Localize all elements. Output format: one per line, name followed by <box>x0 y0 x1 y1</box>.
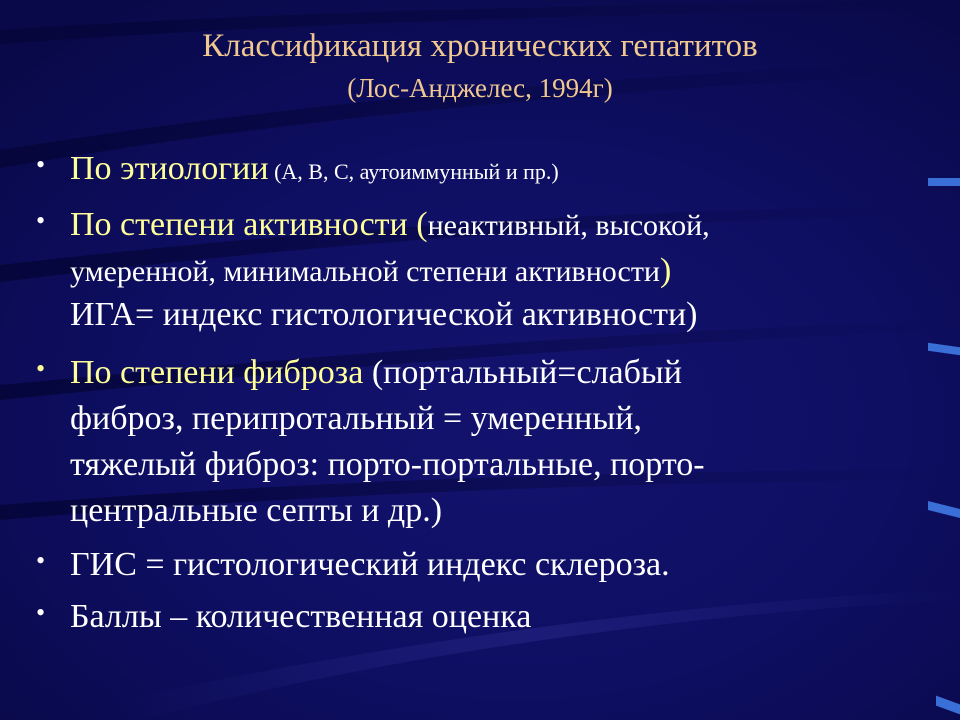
slide-title: Классификация хронических гепатитов <box>202 28 758 64</box>
bullet-1: • <box>36 150 46 179</box>
item-3-line-3: тяжелый фиброз: порто-портальные, порто- <box>70 446 705 483</box>
item-2-detail-1: неактивный, высокой, <box>427 209 710 242</box>
item-5-line: Баллы – количественная оценка <box>70 598 532 635</box>
item-2-detail-2: умеренной, минимальной степени активности <box>70 255 660 288</box>
item-4-line: ГИС = гистологический индекс склероза. <box>70 546 670 583</box>
item-3-heading: По степени фиброза <box>70 354 364 391</box>
item-3-line-4: центральные септы и др.) <box>70 492 443 529</box>
bullet-2: • <box>36 206 46 235</box>
item-3-line-1 <box>70 354 682 392</box>
item-1-heading: По этиологии <box>70 150 269 187</box>
bullet-3: • <box>36 354 46 383</box>
accent-stripe-1 <box>928 178 960 186</box>
item-2-line-2 <box>70 252 671 291</box>
item-2-heading: По степени активности ( <box>70 206 428 243</box>
bullet-4: • <box>36 546 46 575</box>
item-1-line <box>70 150 559 191</box>
item-1-detail: (А, В, С, аутоиммунный и пр.) <box>268 159 559 184</box>
item-2-close-paren: ) <box>659 252 672 289</box>
slide-subtitle: (Лос-Анджелес, 1994г) <box>347 73 613 103</box>
item-3-line-2: фиброз, перипротальный = умеренный, <box>70 400 642 437</box>
item-2-line-3: ИГА= индекс гистологической активности) <box>70 296 698 333</box>
item-3-line-1-rest: (портальный=слабый <box>363 354 682 391</box>
bullet-5: • <box>36 598 46 627</box>
item-2-line-1 <box>70 206 710 245</box>
